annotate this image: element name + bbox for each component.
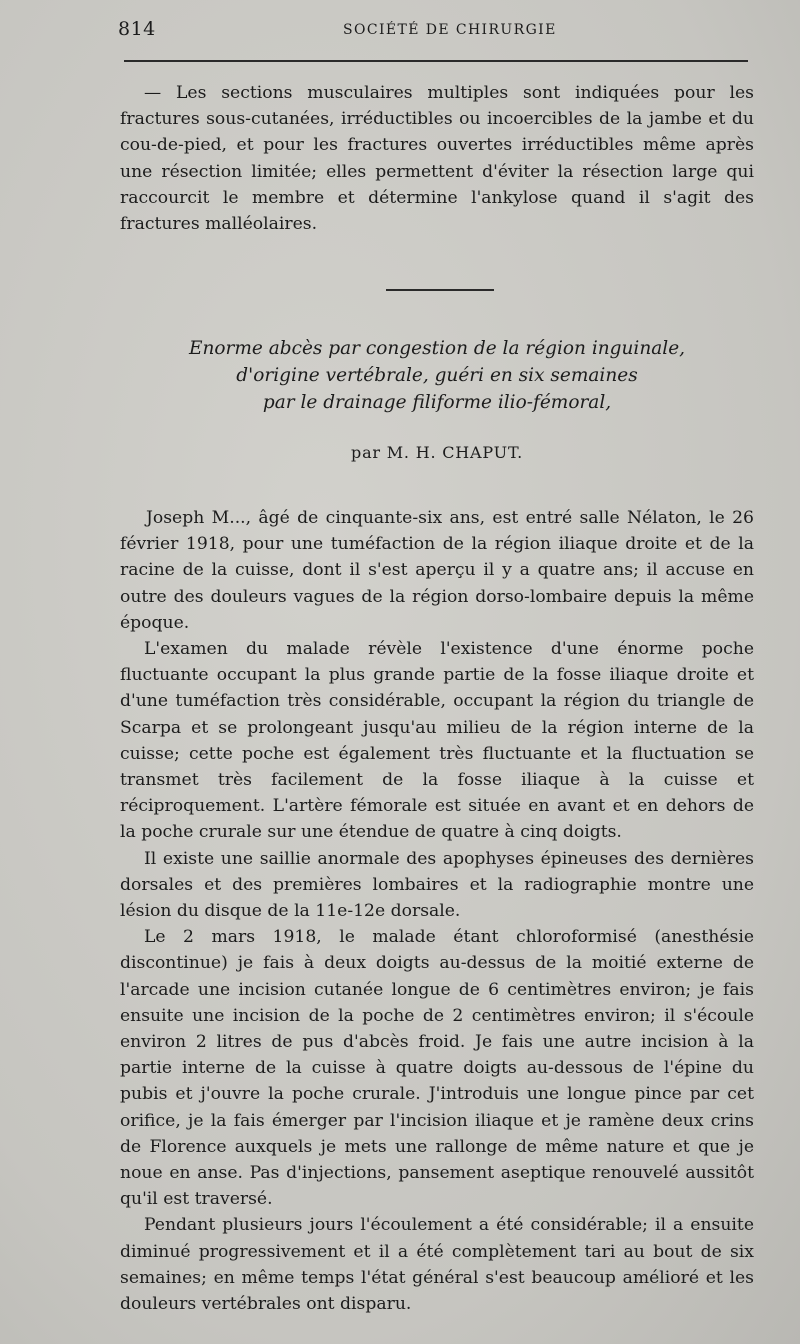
page-header — [118, 18, 748, 48]
body-paragraph: Pendant plusieurs jours l'écoulement a été considérable; il a ensuite diminué progressivement et il a été complètement tari au bout de six semaines; en même temps l'état général s'est beaucoup amélioré et les douleurs vertébrales ont disparu. — [120, 1215, 754, 1315]
article-title — [120, 335, 754, 416]
page-number: 814 — [118, 18, 156, 40]
article-body — [120, 505, 754, 1317]
section-separator — [386, 289, 494, 291]
running-title: SOCIÉTÉ DE CHIRURGIE — [343, 22, 557, 38]
body-paragraph: Joseph M..., âgé de cinquante-six ans, est entré salle Nélaton, le 26 février 1918, pour une tuméfaction de la région iliaque droite et de la racine de la cuisse, dont il s'est aperçu il y a quatre ans; il accuse en outre des douleurs vagues de la région dorso-lombaire depuis la même époque. — [120, 508, 754, 633]
article-title-line: d'origine vertébrale, guéri en six semaines — [236, 365, 638, 386]
article-author: par M. H. CHAPUT. — [351, 443, 523, 462]
body-paragraph: Le 2 mars 1918, le malade étant chloroformisé (anesthésie discontinue) je fais à deux doigts au-dessus de la moitié externe de l'arcade une incision cutanée longue de 6 centimètres environ; je fais ensuite une incision de la poche de 2 centimètres environ; il s'écoule environ 2 litres de pus d'abcès froid. Je fais une autre incision à la partie interne de la cuisse à quatre doigts au-dessous de l'épine du pubis et j'ouvre la poche crurale. J'introduis une longue pince par cet orifice, je la fais émerger par l'incision iliaque et je ramène deux crins de Florence auxquels je mets une rallonge de même nature et que je noue en anse. Pas d'injections, pansement aseptique renouvelé aussitôt qu'il est traversé. — [120, 927, 754, 1210]
intro-section — [120, 80, 754, 237]
article-title-line: Enorme abcès par congestion de la région inguinale, — [188, 338, 686, 359]
header-rule — [124, 60, 748, 62]
article-title-line: par le drainage filiforme ilio-fémoral, — [262, 392, 612, 413]
body-paragraph: L'examen du malade révèle l'existence d'une énorme poche fluctuante occupant la plus grande partie de la fosse iliaque droite et d'une tuméfaction très considérable, occupant la région du triangle de Scarpa et se prolongeant jusqu'au milieu de la région interne de la cuisse; cette poche est également très fluctuante et la fluctuation se transmet très facilement de la fosse iliaque à la cuisse et réciproquement. L'artère fémorale est située en avant et en dehors de la poche crurale sur une étendue de quatre à cinq doigts. — [120, 639, 754, 843]
intro-paragraph: — Les sections musculaires multiples sont indiquées pour les fractures sous-cutanées, irréductibles ou incoercibles de la jambe et du cou-de-pied, et pour les fractures ouvertes irréductibles même après une résection limitée; elles permettent d'éviter la résection large qui raccourcit le membre et détermine l'ankylose quand il s'agit des fractures malléolaires. — [120, 83, 754, 235]
body-paragraph: Il existe une saillie anormale des apophyses épineuses des dernières dorsales et des premières lombaires et la radiographie montre une lésion du disque de la 11e-12e dorsale. — [120, 848, 754, 922]
